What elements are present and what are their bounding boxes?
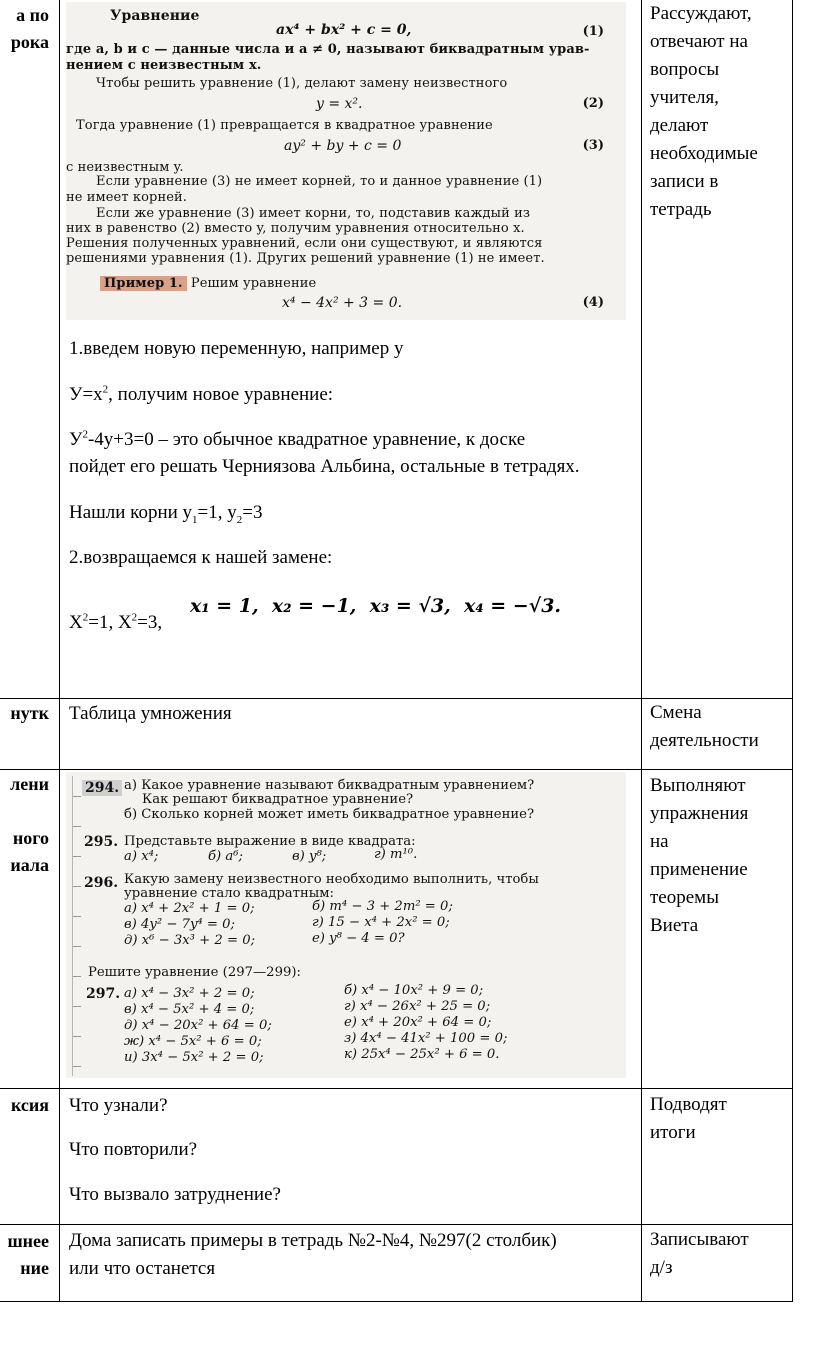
exercise-text: б) Сколько корней может иметь биквадратное уравнение? [124,807,535,822]
pause-activity: Таблица умножения [69,703,232,724]
final-solutions: x₁ = 1, x₂ = −1, x₃ = √3, x₄ = −√3. [190,595,562,617]
table-hline-2 [0,769,793,770]
ruler-tick [73,946,81,947]
page-ruler [72,776,83,1076]
back-text: =3, [137,612,163,633]
table-vline-2 [641,0,642,1302]
stage-label-line: а по [16,5,49,25]
stage-cell-5 [0,1228,59,1282]
exercise-option: е) y⁸ − 4 = 0? [312,931,405,946]
activity-line: итоги [650,1122,696,1143]
stage-label-line: лени [10,774,49,794]
activity-line: на [650,831,669,852]
ruler-tick [73,1036,81,1037]
ruler-tick [73,1066,81,1067]
exercise-text: уравнение стало квадратным: [124,886,334,901]
ruler-tick [73,826,81,827]
table-vline-1 [59,0,60,1302]
roots-line: Нашли корни $у_1=1$, $у_2=3$ [69,502,263,526]
exercise-option: г) m¹⁰. [374,847,418,862]
activity-line: учителя, [650,87,719,108]
reflection-question-1: Что узнали? [69,1095,168,1116]
equation-4: x⁴ − 4x² + 3 = 0. [282,295,403,311]
reflection-question-3: Что вызвало затруднение? [69,1184,281,1205]
back-text: =1, Х [88,612,132,633]
quadratic-line-2: пойдет его решать Черниязова Альбина, остальные в тетрадях. [69,456,580,477]
exercise-option: к) 25x⁴ − 25x² + 6 = 0. [344,1047,500,1062]
exercise-option: а) x⁴ + 2x² + 1 = 0; [124,901,255,916]
text-line: них в равенство (2) вместо y, получим уравнения относительно x. [66,221,525,236]
exercise-number: 297. [86,986,121,1002]
equation-3: ay² + by + c = 0 [284,138,402,154]
equation-2: y = x². [316,96,363,112]
exercise-option: ж) x⁴ − 5x² + 6 = 0; [124,1034,262,1049]
activity-line: тетрадь [650,199,712,220]
definition-line: где a, b и c — данные числа и a ≠ 0, называют биквадратным урав- [66,42,590,57]
student-activity-cell-3 [650,772,790,940]
example-label: Пример 1. [100,276,187,291]
roots-text: Нашли корни у [69,502,193,523]
activity-line: Смена [650,702,702,723]
text-line: не имеет корней. [66,190,188,205]
equation-1: ax⁴ + bx² + c = 0, [276,22,412,38]
equation-2-number: (2) [582,96,604,111]
stage-label-line: ние [20,1258,49,1278]
stage-label-line: ного [12,828,49,848]
text-line: решениями уравнения (1). Других решений уравнение (1) не имеет. [66,251,545,266]
activity-line: д/з [650,1257,673,1278]
student-activity-cell-1 [650,0,790,224]
equation-1-number: (1) [582,24,604,39]
table-hline-3 [0,1088,793,1089]
activity-line: Выполняют [650,775,746,796]
roots-text: =1, у [197,502,237,523]
ruler-tick [73,1006,81,1007]
ruler-tick [73,886,81,887]
table-hline-4 [0,1224,793,1225]
exercise-option: з) 4x⁴ − 41x² + 100 = 0; [344,1031,508,1046]
back-substitution-line: $Х^2=1$, $Х^2=3$, [69,611,163,633]
stage-cell-1 [0,2,59,56]
exercise-text: Представьте выражение в виде квадрата: [124,834,416,849]
exercise-option: г) x⁴ − 26x² + 25 = 0; [344,999,491,1014]
text-line: Если же уравнение (3) имеет корни, то, подставив каждый из [96,206,531,221]
activity-line: теоремы [650,887,719,908]
ruler-tick [73,856,81,857]
exercise-option: в) y⁸; [292,849,327,864]
exercise-group-heading: Решите уравнение (297—299): [88,965,301,980]
exercise-option: б) m⁴ − 3 + 2m² = 0; [312,899,453,914]
exercise-option: б) x⁴ − 10x² + 9 = 0; [344,983,484,998]
activity-line: Виета [650,915,699,936]
activity-line: отвечают на [650,31,748,52]
substitution-line: $У=х^2$, получим новое уравнение: [69,383,334,405]
student-activity-cell-4 [650,1091,790,1147]
homework-line-2: или что останется [69,1258,216,1279]
exercise-text: а) Какое уравнение называют биквадратным уравнением? [124,778,535,793]
exercise-number: 296. [84,875,119,891]
textbook-excerpt-theory [66,2,626,320]
student-activity-cell-2 [650,699,790,755]
exercise-option: а) x⁴; [124,849,159,864]
exercise-option: д) x⁶ − 3x³ + 2 = 0; [124,933,256,948]
stage-label-line: шнее [7,1231,49,1251]
roots-text: =3 [242,502,263,523]
activity-line: вопросы [650,59,720,80]
lesson-step-2: 2.возвращаемся к нашей замене: [69,547,333,568]
text-line: Решения полученных уравнений, если они существуют, и являются [66,236,543,251]
exercise-option: г) 15 − x⁴ + 2x² = 0; [312,915,450,930]
stage-cell-2 [0,700,59,727]
exercise-option: в) 4y² − 7y⁴ = 0; [124,917,235,932]
stage-label-line: нутк [10,703,49,723]
text-line: с неизвестным y. [66,160,184,175]
text-line: Если уравнение (3) не имеет корней, то и данное уравнение (1) [96,174,543,189]
exercise-number: 295. [84,834,119,850]
activity-line: упражнения [650,803,749,824]
excerpt-heading: Уравнение [110,8,200,24]
stage-label-line: ксия [10,1095,49,1115]
exercise-option: и) 3x⁴ − 5x² + 2 = 0; [124,1050,264,1065]
ruler-tick [73,796,81,797]
student-activity-cell-5 [650,1226,790,1282]
example-text: Решим уравнение [190,276,317,291]
quadratic-lhs: У [69,429,83,450]
exercise-option: б) a⁶; [208,849,243,864]
table-hline-5 [0,1301,793,1302]
activity-line: Записывают [650,1229,749,1250]
back-text: Х [69,612,83,633]
table-vline-3 [792,0,793,1302]
substitution-lhs: У=х [69,384,103,405]
activity-line: деятельности [650,730,759,751]
activity-line: Рассуждают, [650,3,752,24]
stage-label-line [0,798,49,825]
lesson-step-1: 1.введем новую переменную, например у [69,338,404,359]
activity-line: применение [650,859,748,880]
activity-line: необходимые [650,143,758,164]
ruler-tick [73,976,81,977]
text-line: Тогда уравнение (1) превращается в квадратное уравнение [76,118,493,133]
text-line: Чтобы решить уравнение (1), делают замену неизвестного [96,76,508,91]
stage-label-line: рока [10,32,49,52]
activity-line: записи в [650,171,719,192]
substitution-rest: , получим новое уравнение: [108,384,334,405]
exercise-option: а) x⁴ − 3x² + 2 = 0; [124,986,255,1001]
ruler-tick [73,916,81,917]
homework-line-1: Дома записать примеры в тетрадь №2-№4, №297(2 столбик) [69,1230,557,1251]
example-line [100,276,316,292]
exercise-number: 294. [82,780,122,796]
equation-4-number: (4) [582,295,604,310]
quadratic-rest: -4у+3=0 – это обычное квадратное уравнение, к доске [87,429,526,450]
exercise-text: Как решают биквадратное уравнение? [142,792,414,807]
exercise-option: е) x⁴ + 20x² + 64 = 0; [344,1015,492,1030]
equation-3-number: (3) [582,138,604,153]
exercise-text: Какую замену неизвестного необходимо выполнить, чтобы [124,872,539,887]
definition-line: нением с неизвестным x. [66,58,262,73]
stage-label-line: иала [10,855,49,875]
exercise-option: д) x⁴ − 20x² + 64 = 0; [124,1018,272,1033]
activity-line: делают [650,115,709,136]
textbook-excerpt-exercises [66,772,626,1078]
stage-cell-4 [0,1092,59,1119]
quadratic-line: $У^2-4у+3=0$ – это обычное квадратное уравнение, к доске [69,428,526,450]
exercise-option: в) x⁴ − 5x² + 4 = 0; [124,1002,255,1017]
reflection-question-2: Что повторили? [69,1139,198,1160]
stage-cell-3 [0,771,59,879]
activity-line: Подводят [650,1094,727,1115]
